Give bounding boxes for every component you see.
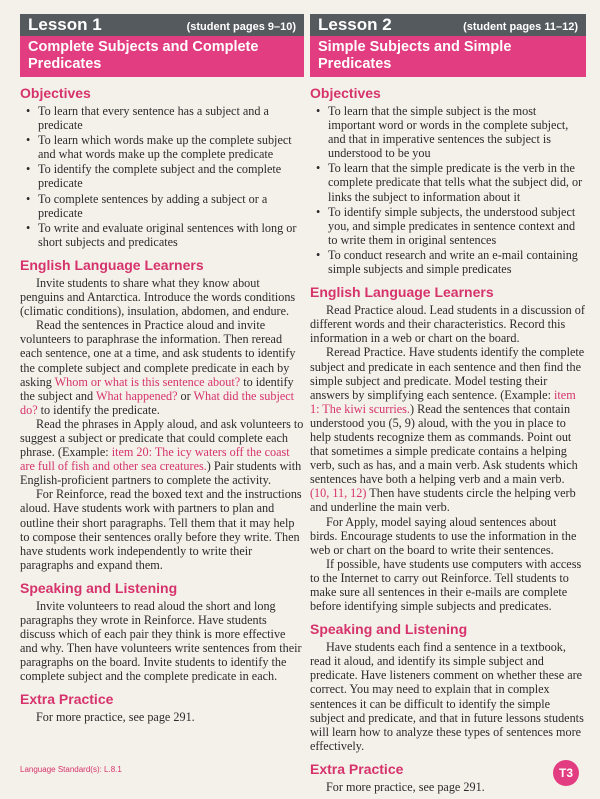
lesson2-speaking-heading: Speaking and Listening	[310, 621, 468, 638]
lesson1-ell-paragraph-4: For Reinforce, read the boxed text and the instructions aloud. Have students work with partners to plan and outline their short paragraphs. Tell them that it may help to compose their sentences orally before they write. Then have students work independently to write their paragraphs and expand them.	[20, 487, 302, 572]
question-prompt: What did the subject do?	[20, 388, 295, 417]
language-standards: Language Standard(s): L.8.1	[20, 765, 122, 774]
example-text: item 20: The icy waters off the coast are full of fish and other sea creatures.	[20, 445, 290, 474]
question-prompt: What happened?	[95, 388, 178, 403]
lesson2-objectives-heading: Objectives	[310, 85, 381, 101]
text-run: Reread Practice. Have students identify the complete subject and predicate in each sentence and then find the simple subject and predicate. Model testing their answers by simplifying each sentence. (Example:	[310, 345, 585, 402]
objective-item: • To learn that the simple predicate is the verb in the complete predicate that tells what the subject did, or links the subject to information about it	[328, 161, 586, 203]
lesson2-ell-paragraph-2	[310, 345, 586, 514]
example-text: item 1: The kiwi scurries.	[310, 387, 576, 416]
lesson2-column	[310, 14, 586, 794]
lesson1-ell-paragraph-2	[20, 318, 304, 417]
lesson1-speaking-heading: Speaking and Listening	[20, 579, 178, 596]
lesson2-title: Simple Subjects and Simple Predicates	[310, 36, 586, 77]
question-prompt: Whom or what is this sentence about?	[54, 374, 241, 389]
page-number-badge: T3	[553, 760, 579, 786]
objective-item: • To write and evaluate original sentences with long or short subjects and predicates	[38, 221, 304, 249]
lesson2-header-bar	[310, 14, 586, 36]
objective-item: • To learn that every sentence has a subject and a predicate	[38, 104, 304, 132]
text-run: Read the phrases in Apply aloud, and ask volunteers to suggest a subject or predicate that could complete each phrase. (Example:	[20, 416, 304, 460]
objective-item: • To conduct research and write an e-mail containing simple subjects and simple predicates	[328, 248, 586, 276]
lesson2-objectives-list	[310, 104, 586, 276]
lesson2-ell-paragraph-3: For Apply, model saying aloud sentences about birds. Encourage students to use the information in the web or chart on the board to write their sentences.	[310, 514, 577, 557]
lesson2-ell-paragraph-1: Read Practice aloud. Lead students in a discussion of different words and their characteristics. Record this information in a web or chart on the board.	[310, 303, 585, 346]
lesson2-pages: (student pages 11–12)	[463, 21, 578, 33]
text-run: Then have students circle the helping verb and underline the main verb.	[310, 486, 576, 515]
text-run: to identify the predicate.	[37, 402, 160, 417]
lesson1-speaking-paragraph: Invite volunteers to read aloud the short and long paragraphs they wrote in Reinforce. Have students discuss which of each pair they think is more effective and why. Then have volunteers write sentences from their paragraphs on the board. Invite students to identify the complete subject and the complete predicate in each.	[20, 598, 302, 684]
lesson2-ell-heading: English Language Learners	[310, 284, 494, 301]
lesson1-objectives-heading: Objectives	[20, 85, 91, 101]
lesson1-ell-paragraph-1: Invite students to share what they know about penguins and Antarctica. Introduce the words conditions (climatic conditions), insulation, abdomen, and endure.	[20, 275, 296, 319]
lesson1-objectives-list	[20, 104, 304, 249]
objective-item: • To learn which words make up the complete subject and what words make up the complete predicate	[38, 133, 304, 161]
lesson1-ell-heading: English Language Learners	[20, 256, 204, 273]
lesson1-header-bar	[20, 14, 304, 36]
objective-item: • To identify simple subjects, the understood subject you, and simple predicates in sentence context and to write them in original sentences	[328, 205, 586, 247]
lesson2-extra-paragraph: For more practice, see page 291.	[326, 779, 485, 794]
objective-item: • To learn that the simple subject is the most important word or words in the complete subject, and that in imperative sentences the subject is understood to be you	[328, 104, 586, 160]
lesson2-number: Lesson 2	[318, 15, 392, 34]
text-run: to identify the subject and	[20, 374, 294, 403]
lesson2-speaking-paragraph: Have students each find a sentence in a textbook, read it aloud, and identify its simple subject and predicate. Have listeners comment on whether these are correct. You may need to explain that in complex sentences it can be difficult to identify the simple subject and predicate, and that in future lessons students will learn how to analyze these types of sentences more effectively.	[310, 640, 584, 753]
objective-item: • To complete sentences by adding a subject or a predicate	[38, 192, 304, 220]
lesson2-ell-paragraph-4: If possible, have students use computers with access to the Internet to carry out Reinforce. Tell students to make sure all sentences in their e-mails are complete before identifying simple subjects and predicates.	[310, 556, 582, 614]
lesson1-title: Complete Subjects and Complete Predicates	[20, 36, 304, 77]
text-run: or	[177, 388, 194, 403]
lesson1-number: Lesson 1	[28, 15, 102, 34]
text-run: ) Read the sentences that contain understood you (5, 9) aloud, with the you in place to help students recognize them as commands. Point out that sometimes a simple predicate contains a helping verb, such as has, and a main verb. Ask students which sentences have both a helping verb and a main verb.	[310, 401, 578, 487]
objective-item: • To identify the complete subject and the complete predicate	[38, 162, 304, 190]
lesson1-column	[20, 14, 304, 725]
lesson1-extra-paragraph: For more practice, see page 291.	[36, 710, 195, 725]
item-numbers: (10, 11, 12)	[310, 486, 367, 501]
lesson1-ell-paragraph-3	[20, 417, 304, 487]
text-run: ) Pair students with English-proficient partners to complete the activity.	[20, 459, 302, 488]
lesson1-pages: (student pages 9–10)	[186, 21, 296, 33]
lesson1-extra-heading: Extra Practice	[20, 691, 114, 708]
lesson2-extra-heading: Extra Practice	[310, 760, 404, 777]
text-run: Read the sentences in Practice aloud and invite volunteers to paraphrase the information. Then reread each sentence, one at a time, and ask students to identify the complete subject and complete predicate in each by asking	[20, 318, 296, 389]
